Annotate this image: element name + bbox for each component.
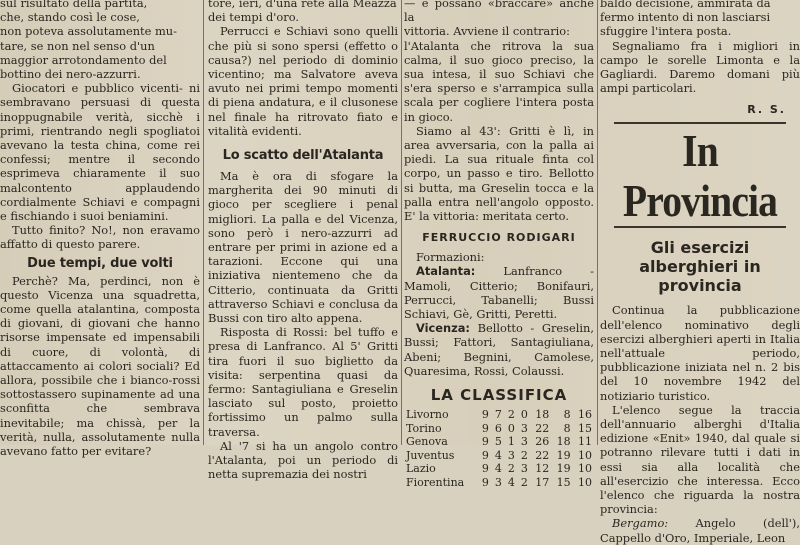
standings-cell-team: Livorno xyxy=(406,408,449,422)
standings-cell-v: 5 xyxy=(494,435,502,449)
column-3-top-fragment xyxy=(404,0,594,39)
paragraph: Risposta di Rossi: bel tuffo e presa di Lanfranco. Al 5' Gritti tira fuori il suo biglietto da visita: serpentina quasi da fermo: Santagiuliana e Greselin lasciato sul posto, proietto fortissimo un palmo sulla traversa. xyxy=(208,325,398,439)
standings-cell-n: 0 xyxy=(507,421,515,435)
standings-cell-n: 3 xyxy=(507,448,515,462)
standings-row xyxy=(404,422,594,436)
paragraph: Siamo al 43': Gritti è lì, in area avversaria, con la palla ai piedi. La sua rituale finta col corpo, un passo e tiro. Bellotto si butta, ma Greselin tocca e la palla entra nell'angolo opposto. E' la vittoria: meritata certo. xyxy=(404,123,594,224)
standings-cell-f: 12 xyxy=(535,462,550,476)
standings-cell-team: Genova xyxy=(406,435,448,449)
standings-cell-pt: 10 xyxy=(578,476,592,490)
standings-cell-g: 9 xyxy=(481,462,489,476)
column-3 xyxy=(404,0,594,490)
paragraph: Giocatori e pubblico vicenti- ni sembravano persuasi di questa inoppugnabile verità, sicchè i primi, rientrando negli spogliatoi avevano la testa china, come rei confessi; mentre il secondo esprimeva chiaramente il suo malcontento applaudendo cordialmente Schiavi e compagni e fischiando i suoi beniamini. xyxy=(0,81,200,224)
paragraph: Perrucci e Schiavi sono quelli che più si sono spersi (effetto o causa?) nel periodo di dominio vicentino; ma Salvatore aveva avuto nei primi tempo momenti di piena andatura, e il clusonese nel finale ha ritrovato fiato e vitalità evidenti. xyxy=(208,24,398,138)
standings-cell-p: 2 xyxy=(520,476,528,490)
text-line: baldo decisione, ammirata da xyxy=(600,0,771,10)
standings-cell-s: 8 xyxy=(563,408,571,422)
standings-row xyxy=(404,476,594,490)
standings-cell-team: Torino xyxy=(406,421,442,435)
standings-cell-p: 3 xyxy=(520,421,528,435)
standings-cell-s: 8 xyxy=(563,421,571,435)
standings-cell-g: 9 xyxy=(481,476,489,490)
standings-cell-team: Juventus xyxy=(406,448,455,462)
text-line: che, stando così le cose, xyxy=(0,10,140,25)
standings-cell-pt: 11 xyxy=(578,435,592,449)
text-line: maggior arrotondamento del xyxy=(0,52,167,67)
team-label: Atalanta: xyxy=(416,264,476,279)
column-4 xyxy=(600,0,800,545)
standings-cell-g: 9 xyxy=(481,435,489,449)
standings-cell-f: 22 xyxy=(535,448,550,462)
standings-cell-s: 19 xyxy=(556,462,571,476)
author-byline: FERRUCCIO RODIGARI xyxy=(422,231,576,245)
formations-label: Formazioni: xyxy=(416,250,485,265)
text-line: — e possano «braccare» anche la xyxy=(404,0,594,25)
text-line: non poteva assolutamente mu- xyxy=(0,24,177,39)
standings-cell-n: 4 xyxy=(507,476,515,490)
standings-cell-f: 18 xyxy=(535,408,550,422)
standings-cell-p: 3 xyxy=(520,462,528,476)
place-text: Angelo (dell'), Cappello d'Oro, Imperiale, Leon xyxy=(600,516,800,545)
column-1-top-fragment xyxy=(0,0,200,81)
standings-cell-s: 19 xyxy=(556,448,571,462)
standings-cell-team: Fiorentina xyxy=(406,476,465,490)
standings-cell-g: 9 xyxy=(481,421,489,435)
paragraph: Perchè? Ma, perdinci, non è questo Vicenza una squadretta, come quella atalantina, composta di giovani, di giovani che hanno risorse impensate ed impensabili di cuore, di volontà, di attaccamento ai colori sociali? Ed allora, possibile che i bianco-rossi sottostassero supinamente ad una sconfitta che sembrava inevitabile; ma chissà, per la verità, nulla, assolutamente nulla avevano fatto per evitare? xyxy=(0,273,200,459)
text-line: dei tempi d'oro. xyxy=(208,10,299,25)
text-line: vittoria. Avviene il contrario: xyxy=(404,24,571,39)
standings-cell-g: 9 xyxy=(481,448,489,462)
paragraph: Ma è ora di sfogare la margherita dei 90 minuti di gioco per scegliere i penal migliori. La palla e del Vicenza, sono però i nero-azzurri ad entrare per primi in azione ed a tarazioni. Eccone qui una iniziativa nientemeno che da Citterio, continuata da Gritti attraverso Schiavi e conclusa da Bussi con tiro alto appena. xyxy=(208,169,398,326)
column-divider xyxy=(203,0,204,445)
standings-row xyxy=(404,435,594,449)
standings-cell-pt: 10 xyxy=(578,448,592,462)
section-heading: Due tempi, due volti xyxy=(27,255,173,271)
standings-cell-pt: 10 xyxy=(578,462,592,476)
column-4-top-fragment xyxy=(600,0,800,39)
standings-cell-n: 1 xyxy=(507,435,515,449)
column-1 xyxy=(0,0,200,459)
standings-title: LA CLASSIFICA xyxy=(430,386,568,405)
lineup-text: Lanfranco - Mamoli, Citterio; Bonifauri, Perrucci, Tabanelli; Bussi Schiavi, Gè, Gritti, Peretti. xyxy=(404,264,594,322)
standings-cell-f: 22 xyxy=(535,421,550,435)
standings-cell-v: 6 xyxy=(494,421,502,435)
paragraph: Tutto finito? No!, non eravamo affatto di questo parere. xyxy=(0,223,200,252)
text-line: tore, ieri, d'una rete alla Meazza xyxy=(208,0,397,10)
text-line: fermo intento di non lasciarsi xyxy=(600,10,771,25)
text-line: tare, se non nel senso d'un xyxy=(0,38,155,53)
paragraph: l'Atalanta che ritrova la sua calma, il suo gioco preciso, la sua intesa, il suo Schiavi che s'era sperso e s'arrampica sulla scala per cogliere l'intera posta in gioco. xyxy=(404,38,594,124)
paragraph: Segnaliamo fra i migliori in campo le sorelle Limonta e la Gagliardi. Daremo domani più ampi particolari. xyxy=(600,38,800,96)
column-divider xyxy=(401,0,402,445)
standings-cell-f: 26 xyxy=(535,435,550,449)
paragraph: Continua la pubblicazione dell'elenco nominativo degli esercizi alberghieri aperti in Italia nell'attuale periodo, pubblicazione iniziata nel n. 2 bis del 10 novembre 1942 del notiziario turistico. xyxy=(600,303,800,403)
standings-row xyxy=(404,408,594,422)
standings-cell-pt: 16 xyxy=(578,408,592,422)
standings-cell-team: Lazio xyxy=(406,462,436,476)
standings-row xyxy=(404,462,594,476)
place-label: Bergamo: xyxy=(612,516,669,531)
standings-table xyxy=(404,408,594,490)
paragraph xyxy=(600,516,800,544)
standings-cell-v: 4 xyxy=(494,462,502,476)
standings-cell-g: 9 xyxy=(481,408,489,422)
standings-cell-n: 2 xyxy=(507,462,515,476)
standings-cell-s: 15 xyxy=(556,476,571,490)
paragraph: Al '7 si ha un angolo contro l'Atalanta, poi un periodo di netta supremazia dei nostri xyxy=(208,438,398,482)
column-2 xyxy=(208,0,398,482)
vicenza-lineup xyxy=(404,321,594,378)
text-line: sfuggire l'intera posta. xyxy=(600,24,732,39)
standings-cell-p: 3 xyxy=(520,435,528,449)
standings-cell-v: 4 xyxy=(494,448,502,462)
atalanta-lineup xyxy=(404,264,594,321)
text-line: bottino dei nero-azzurri. xyxy=(0,67,141,82)
standings-cell-v: 7 xyxy=(494,408,502,422)
standings-cell-p: 2 xyxy=(520,448,528,462)
lineup-text: Bellotto - Greselin, Bussi; Fattori, Santagiuliana, Abeni; Begnini, Camolese, Quaresima, Rossi, Colaussi. xyxy=(404,321,594,378)
team-label: Vicenza: xyxy=(416,321,470,336)
standings-cell-n: 2 xyxy=(507,408,515,422)
standings-cell-p: 0 xyxy=(520,408,528,422)
section-banner: In Provincia xyxy=(614,122,786,228)
text-line: sul risultato della partita, xyxy=(0,0,148,10)
signature: R. S. xyxy=(747,103,786,117)
standings-cell-pt: 15 xyxy=(578,421,592,435)
article-heading: Gli esercizi alberghieri in provincia xyxy=(639,238,761,296)
paragraph: L'elenco segue la traccia dell'annuario alberghi d'Italia edizione «Enit» 1940, dal quale si potranno rilevare tutti i dati in essi sia alla località che all'esercizio che interessa. Ecco l'elenco che riguarda la nostra provincia: xyxy=(600,402,800,517)
standings-cell-s: 18 xyxy=(556,435,571,449)
standings-cell-f: 17 xyxy=(535,476,550,490)
standings-cell-v: 3 xyxy=(494,476,502,490)
column-divider xyxy=(597,0,598,445)
section-heading: Lo scatto dell'Atalanta xyxy=(222,148,384,164)
column-2-top-fragment xyxy=(208,0,398,24)
standings-row xyxy=(404,449,594,463)
